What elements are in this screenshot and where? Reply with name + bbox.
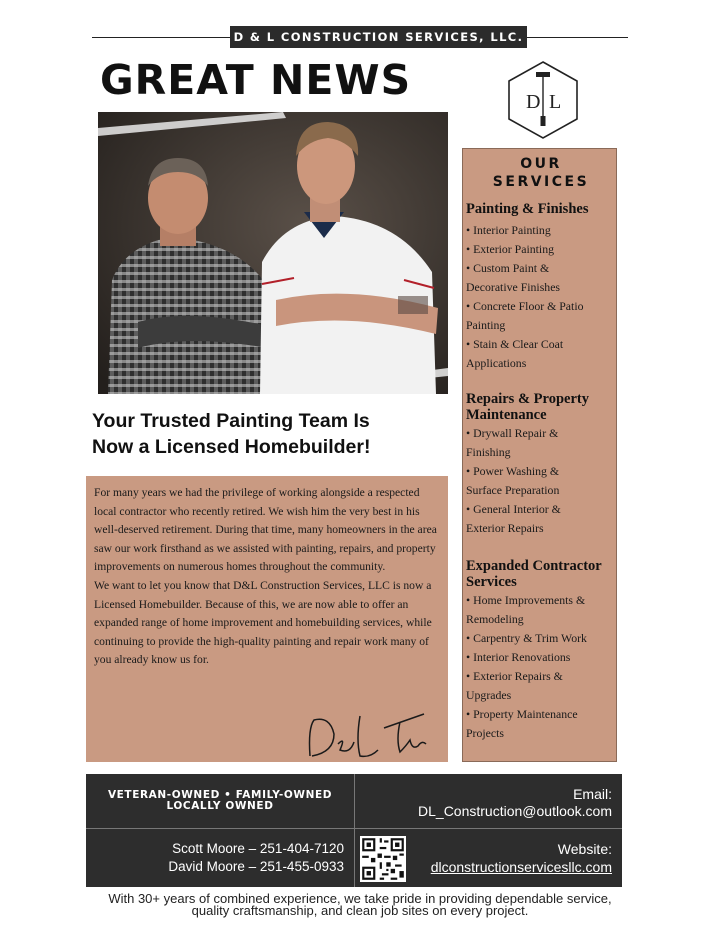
badges-line-1: VETERAN-OWNED • FAMILY-OWNED: [107, 789, 333, 801]
company-logo: [505, 60, 581, 140]
logo-letter-d: D: [526, 91, 541, 113]
list-item: • Exterior Repairs &: [466, 669, 563, 683]
list-item: • Carpentry & Trim Work: [466, 631, 587, 645]
list-item: • Exterior Painting: [466, 242, 555, 256]
services-title-line-2: SERVICES: [492, 174, 590, 190]
list-item: • Stain & Clear Coat: [466, 337, 564, 351]
list-item: Exterior Repairs: [466, 521, 544, 535]
headline: GREAT NEWS: [100, 56, 412, 104]
phone-block: [168, 840, 344, 876]
qr-code-icon: [360, 836, 406, 882]
tagline: [92, 408, 452, 460]
list-item: Surface Preparation: [466, 483, 560, 497]
signature: [300, 706, 430, 764]
website-label: Website:: [557, 841, 612, 857]
list-item: • Property Maintenance: [466, 707, 578, 721]
closing-statement: [60, 893, 660, 917]
phone-scott[interactable]: Scott Moore – 251-404-7120: [172, 841, 344, 856]
list-item: Painting: [466, 318, 506, 332]
closing-line-2: quality craftsmanship, and clean job sites on every project.: [191, 903, 529, 918]
website-link[interactable]: dlconstructionservicesllc.com: [430, 859, 612, 875]
list-item: • Power Washing &: [466, 464, 560, 478]
tagline-line-2: Now a Licensed Homebuilder!: [92, 436, 371, 458]
email-link[interactable]: DL_Construction@outlook.com: [418, 803, 612, 819]
email-label: Email:: [573, 786, 612, 802]
section-heading-painting: Painting & Finishes: [466, 201, 589, 217]
list-item: Applications: [466, 356, 527, 370]
section-heading-repairs: Repairs & Property Maintenance: [466, 391, 589, 423]
email-block: [418, 786, 612, 820]
list-item: • Interior Renovations: [466, 650, 571, 664]
company-banner: D & L CONSTRUCTION SERVICES, LLC.: [230, 26, 527, 48]
story-paragraph-2: We want to let you know that D&L Construction Services, LLC is now a Licensed Homebuilder. Because of this, we are now able to offer an expanded range of home improvement and homebuilding services, while continuing to provide the high-quality painting and repair work many of you already know us for.: [94, 578, 432, 667]
list-item: Decorative Finishes: [466, 280, 561, 294]
tagline-line-1: Your Trusted Painting Team Is: [92, 410, 370, 432]
list-item: • Interior Painting: [466, 223, 551, 237]
list-item: • Concrete Floor & Patio: [466, 299, 584, 313]
services-title: [466, 155, 616, 191]
badges-line-2: LOCALLY OWNED: [166, 800, 274, 812]
ownership-badges: [86, 790, 354, 812]
list-item: Remodeling: [466, 612, 524, 626]
logo-letter-l: L: [549, 91, 562, 113]
list-item: • Custom Paint &: [466, 261, 550, 275]
list-item: Upgrades: [466, 688, 512, 702]
contact-footer: [86, 774, 622, 887]
section-heading-expanded: Expanded Contractor Services: [466, 558, 602, 590]
list-item: • Home Improvements &: [466, 593, 586, 607]
list-item: Projects: [466, 726, 505, 740]
footer-divider-vertical: [354, 774, 355, 887]
team-photo: [98, 112, 448, 394]
story-paragraph-1: For many years we had the privilege of working alongside a respected local contractor who recently retired. We wish him the very best in his well-deserved retirement. During that time, many homeowners in the area saw our work firsthand as we assisted with painting, repairs, and property improvements on numerous homes throughout the community.: [94, 486, 437, 574]
list-item: • General Interior &: [466, 502, 561, 516]
list-item: Finishing: [466, 445, 511, 459]
website-block: [431, 840, 612, 876]
services-panel: [462, 148, 617, 762]
services-title-line-1: OUR: [520, 156, 562, 172]
phone-david[interactable]: David Moore – 251-455-0933: [168, 859, 344, 874]
list-item: • Drywall Repair &: [466, 426, 559, 440]
closing-line-1: With 30+ years of combined experience, we take pride in providing dependable service,: [108, 891, 612, 906]
